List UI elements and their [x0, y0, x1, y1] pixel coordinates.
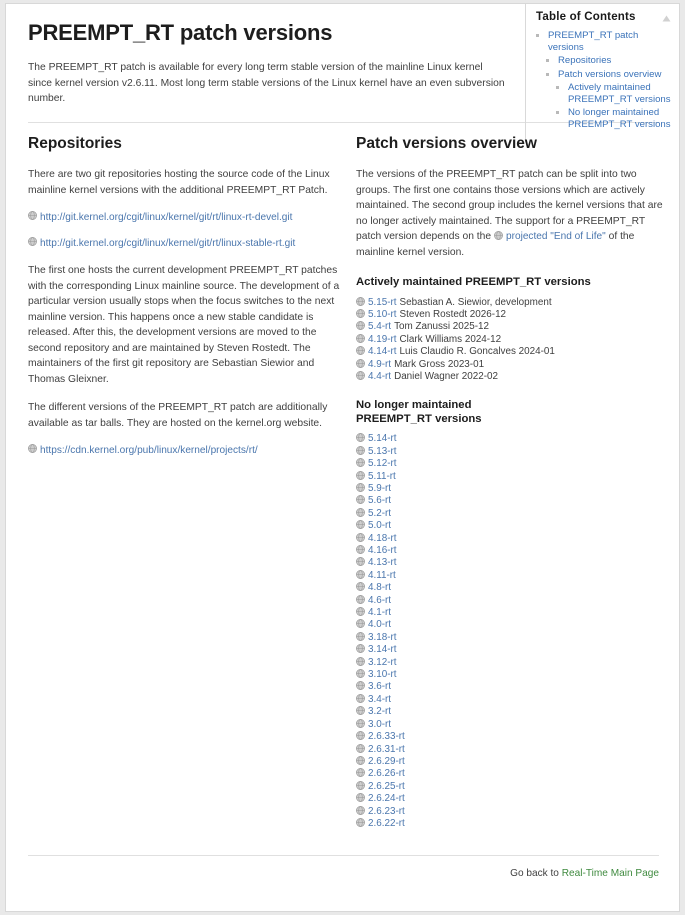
- version-link[interactable]: 4.19-rt: [368, 333, 397, 345]
- footer-text: [28, 868, 659, 879]
- eol-link[interactable]: projected "End of Life": [505, 231, 606, 242]
- version-maintainer: Clark Williams 2024-12: [399, 333, 502, 345]
- version-link[interactable]: 2.6.22-rt: [368, 817, 405, 829]
- version-item: [356, 694, 666, 706]
- version-link[interactable]: 4.14-rt: [368, 346, 397, 358]
- version-link[interactable]: 5.6-rt: [368, 495, 392, 507]
- bullet-icon: [546, 73, 549, 76]
- globe-icon: [356, 681, 365, 690]
- version-maintainer: Steven Rostedt 2026-12: [399, 308, 507, 320]
- globe-icon: [356, 756, 365, 765]
- version-link[interactable]: 4.1-rt: [368, 607, 392, 619]
- globe-icon: [356, 719, 365, 728]
- globe-icon: [356, 781, 365, 790]
- globe-icon: [356, 818, 365, 827]
- version-item: [356, 458, 666, 470]
- bullet-icon: [536, 34, 539, 37]
- overview-paragraph: [356, 167, 666, 260]
- version-item: [356, 557, 666, 569]
- version-link[interactable]: 2.6.26-rt: [368, 768, 405, 780]
- toc-item-no-longer-maintained[interactable]: [536, 107, 673, 130]
- toc-item-repositories[interactable]: [536, 55, 673, 67]
- globe-icon: [356, 508, 365, 517]
- version-link[interactable]: 3.0-rt: [368, 718, 392, 730]
- version-item: [356, 446, 666, 458]
- repositories-paragraph-1: There are two git repositories hosting the source code of the Linux mainline kernel versions with the additional PREEMPT_RT Patch.: [28, 169, 330, 196]
- globe-icon: [356, 557, 365, 566]
- globe-icon: [356, 446, 365, 455]
- collapse-arrow-icon[interactable]: [662, 15, 671, 22]
- globe-icon: [356, 582, 365, 591]
- version-link[interactable]: 4.13-rt: [368, 557, 397, 569]
- globe-icon: [494, 231, 503, 240]
- version-item: [356, 433, 666, 445]
- actively-maintained-list: [356, 297, 666, 384]
- version-item: [356, 321, 666, 333]
- repositories-section: [28, 135, 343, 470]
- version-item: [356, 471, 666, 483]
- version-item: [356, 756, 666, 768]
- tarball-link[interactable]: https://cdn.kernel.org/pub/linux/kernel/projects/rt/: [40, 445, 258, 456]
- version-link[interactable]: 4.8-rt: [368, 582, 392, 594]
- toc-item-preempt-rt-patch-versions[interactable]: [536, 30, 673, 53]
- version-item: [356, 595, 666, 607]
- globe-icon: [356, 495, 365, 504]
- toc-list: [536, 30, 673, 130]
- version-link[interactable]: 2.6.24-rt: [368, 793, 405, 805]
- table-of-contents: [525, 4, 680, 142]
- toc-item-label: Repositories: [558, 55, 612, 66]
- version-item: [356, 681, 666, 693]
- globe-icon: [356, 371, 365, 380]
- version-link[interactable]: 4.16-rt: [368, 545, 397, 556]
- version-item: [356, 334, 666, 346]
- page-header: [6, 4, 525, 107]
- version-item: [356, 706, 666, 718]
- globe-icon: [356, 731, 365, 740]
- overview-heading: Patch versions overview: [356, 135, 537, 152]
- version-item: [356, 644, 666, 656]
- toc-item-label: No longer maintained PREEMPT_RT versions: [568, 107, 671, 130]
- version-link[interactable]: 3.10-rt: [368, 669, 397, 681]
- bullet-icon: [556, 111, 559, 114]
- version-maintainer: Mark Gross 2023-01: [394, 358, 485, 370]
- globe-icon: [356, 520, 365, 529]
- version-item: [356, 781, 666, 793]
- toc-item-patch-versions-overview[interactable]: [536, 69, 673, 81]
- version-item: [356, 582, 666, 594]
- version-item: [356, 297, 666, 309]
- version-link[interactable]: 3.14-rt: [368, 644, 397, 656]
- version-link[interactable]: 5.14-rt: [368, 433, 397, 445]
- repositories-heading: Repositories: [28, 135, 122, 152]
- globe-icon: [356, 657, 365, 666]
- globe-icon: [356, 669, 365, 678]
- overview-paragraph-part2: of the mainline kernel version.: [356, 231, 635, 258]
- actively-maintained-heading: Actively maintained PREEMPT_RT versions: [356, 276, 591, 288]
- version-link[interactable]: 4.0-rt: [368, 619, 392, 631]
- repo-link-row-tarballs: [28, 444, 343, 457]
- version-link[interactable]: 5.2-rt: [368, 507, 392, 519]
- wiki-page: [5, 3, 680, 912]
- repo-link-devel[interactable]: http://git.kernel.org/cgit/linux/kernel/git/rt/linux-rt-devel.git: [40, 212, 293, 223]
- main-page-link[interactable]: Real-Time Main Page: [561, 868, 659, 879]
- no-longer-maintained-heading-line2: PREEMPT_RT versions: [356, 412, 482, 425]
- version-link[interactable]: 2.6.31-rt: [368, 743, 405, 755]
- version-item: [356, 744, 666, 756]
- globe-icon: [356, 632, 365, 641]
- version-link[interactable]: 5.10-rt: [368, 308, 397, 320]
- version-item: [356, 371, 666, 383]
- globe-icon: [356, 793, 365, 802]
- version-link[interactable]: 3.6-rt: [368, 681, 392, 693]
- footer-divider: [28, 855, 659, 856]
- repositories-paragraph-2: The first one hosts the current development PREEMPT_RT patches with the corresponding Linux mainline source. The development of a particular version usually stops when the focus switches to the next mainline version. This happens once a new stable candidate is released. After this, the development versions are moved to the second repository and are maintained by Steven Rostedt. The maintainers of the first git repository are Sebastian Siewior and Thomas Gleixner.: [28, 265, 340, 385]
- eol-link-wrapper: [491, 231, 606, 242]
- page-title: PREEMPT_RT patch versions: [28, 20, 333, 45]
- toc-item-label: PREEMPT_RT patch versions: [548, 30, 639, 53]
- version-item: [356, 818, 666, 830]
- repo-link-row-stable: [28, 237, 343, 250]
- no-longer-maintained-heading-line1: No longer maintained: [356, 399, 472, 412]
- globe-icon: [356, 334, 365, 343]
- no-longer-maintained-heading: [356, 399, 666, 426]
- globe-icon: [356, 570, 365, 579]
- footer-prefix: Go back to: [510, 868, 559, 879]
- globe-icon: [356, 644, 365, 653]
- globe-icon: [356, 533, 365, 542]
- version-link[interactable]: 5.13-rt: [368, 445, 397, 457]
- bullet-icon: [556, 86, 559, 89]
- page-footer: [28, 855, 659, 879]
- globe-icon: [356, 607, 365, 616]
- repo-link-stable[interactable]: http://git.kernel.org/cgit/linux/kernel/git/rt/linux-stable-rt.git: [40, 238, 296, 249]
- toc-item-label: Patch versions overview: [558, 68, 662, 80]
- version-item: [356, 495, 666, 507]
- version-item: [356, 508, 666, 520]
- globe-icon: [356, 433, 365, 442]
- version-link[interactable]: 3.2-rt: [368, 706, 392, 718]
- patch-versions-section: [356, 135, 666, 830]
- version-link[interactable]: 5.12-rt: [368, 458, 397, 470]
- version-link[interactable]: 3.18-rt: [368, 631, 397, 643]
- version-item: [356, 520, 666, 532]
- version-item: [356, 545, 666, 557]
- no-longer-maintained-list: [356, 433, 666, 830]
- version-item: [356, 346, 666, 358]
- globe-icon: [356, 768, 365, 777]
- version-item: [356, 719, 666, 731]
- globe-icon: [356, 297, 365, 306]
- version-item: [356, 309, 666, 321]
- version-item: [356, 806, 666, 818]
- version-link[interactable]: 5.15-rt: [368, 296, 397, 308]
- globe-icon: [356, 595, 365, 604]
- version-item: [356, 607, 666, 619]
- bullet-icon: [546, 59, 549, 62]
- globe-icon: [356, 346, 365, 355]
- version-item: [356, 359, 666, 371]
- globe-icon: [356, 545, 365, 554]
- version-item: [356, 533, 666, 545]
- version-item: [356, 793, 666, 805]
- version-item: [356, 669, 666, 681]
- toc-heading-label: Table of Contents: [536, 11, 636, 23]
- page-intro: The PREEMPT_RT patch is available for every long term stable version of the mainline Linux kernel since kernel version v2.6.11. Most long term stable versions of the Linux kernel have an even subversion number.: [28, 62, 505, 104]
- version-item: [356, 731, 666, 743]
- globe-icon: [356, 744, 365, 753]
- globe-icon: [356, 359, 365, 368]
- version-link[interactable]: 2.6.23-rt: [368, 805, 405, 817]
- version-link[interactable]: 3.4-rt: [368, 693, 392, 705]
- globe-icon: [356, 694, 365, 703]
- version-item: [356, 768, 666, 780]
- version-link[interactable]: 4.11-rt: [368, 569, 396, 581]
- globe-icon: [356, 619, 365, 628]
- version-link[interactable]: 4.6-rt: [368, 594, 392, 606]
- globe-icon: [356, 321, 365, 330]
- globe-icon: [356, 471, 365, 480]
- globe-icon: [356, 458, 365, 467]
- repo-link-row-devel: [28, 211, 343, 224]
- globe-icon: [28, 444, 37, 453]
- globe-icon: [356, 483, 365, 492]
- version-link[interactable]: 5.9-rt: [368, 482, 392, 494]
- version-item: [356, 570, 666, 582]
- globe-icon: [356, 806, 365, 815]
- version-item: [356, 632, 666, 644]
- content-columns: [6, 135, 680, 855]
- version-link[interactable]: 4.9-rt: [368, 358, 392, 370]
- version-link[interactable]: 2.6.29-rt: [368, 755, 405, 767]
- version-maintainer: Tom Zanussi 2025-12: [394, 321, 490, 333]
- overview-paragraph-part1: The versions of the PREEMPT_RT patch can be split into two groups. The first one contains those versions which are actively maintained. The second group includes the kernel versions that are no longer actively maintained. The support for a PREEMPT_RT patch version depends on the: [356, 169, 663, 242]
- repositories-paragraph-3: The different versions of the PREEMPT_RT patch are additionally available as tar balls. They are hosted on the kernel.org website.: [28, 402, 328, 429]
- toc-heading: [536, 11, 673, 23]
- globe-icon: [356, 309, 365, 318]
- version-link[interactable]: 5.4-rt: [368, 321, 392, 333]
- version-link[interactable]: 4.4-rt: [368, 370, 392, 382]
- version-maintainer: Sebastian A. Siewior, development: [399, 296, 552, 308]
- version-link[interactable]: 5.11-rt: [368, 470, 396, 482]
- toc-item-actively-maintained[interactable]: [536, 82, 673, 105]
- version-item: [356, 619, 666, 631]
- globe-icon: [356, 706, 365, 715]
- version-maintainer: Daniel Wagner 2022-02: [394, 370, 498, 382]
- version-maintainer: Luis Claudio R. Goncalves 2024-01: [399, 346, 555, 358]
- version-item: [356, 657, 666, 669]
- globe-icon: [28, 237, 37, 246]
- version-link[interactable]: 5.0-rt: [368, 520, 392, 532]
- version-link[interactable]: 4.18-rt: [368, 532, 397, 544]
- toc-item-label: Actively maintained PREEMPT_RT versions: [568, 82, 671, 105]
- version-item: [356, 483, 666, 495]
- version-link[interactable]: 2.6.25-rt: [368, 780, 405, 792]
- version-link[interactable]: 3.12-rt: [368, 656, 397, 668]
- version-link[interactable]: 2.6.33-rt: [368, 731, 405, 743]
- globe-icon: [28, 211, 37, 220]
